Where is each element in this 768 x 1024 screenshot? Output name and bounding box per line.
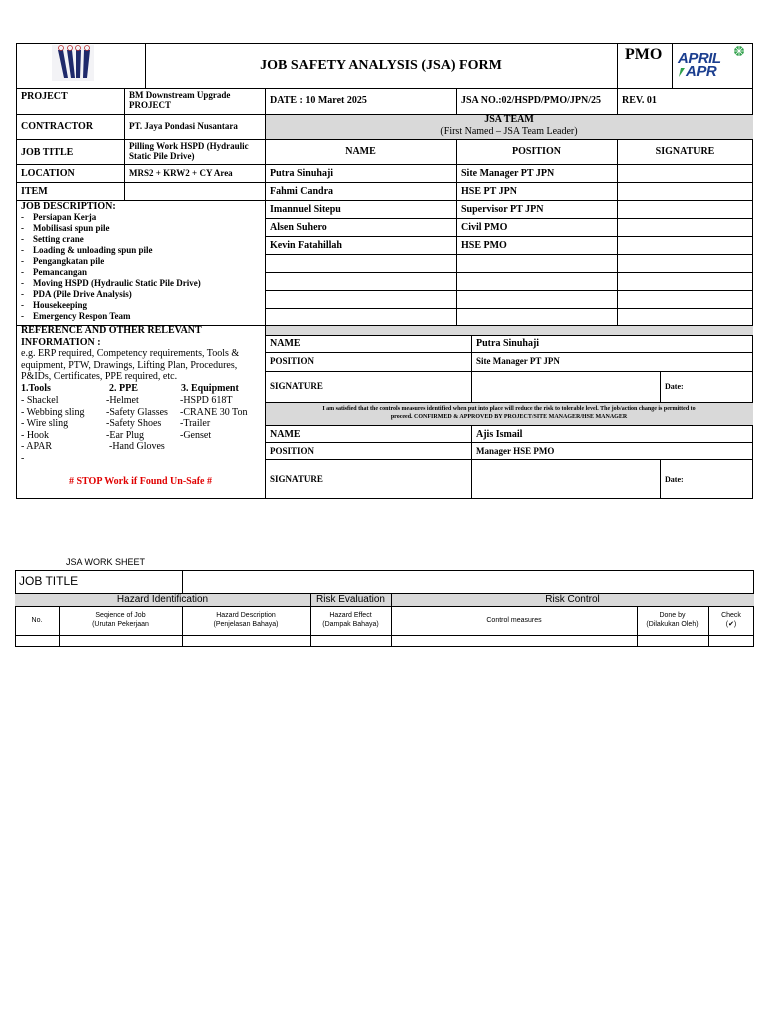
approval-date-label: Date: (665, 382, 684, 391)
approval-name-label: NAME (270, 338, 301, 349)
location-label: LOCATION (21, 168, 75, 179)
list-item: - Pengangkatan pile (21, 256, 105, 266)
list-item: -Safety Glasses (106, 406, 168, 418)
col-hazard-effect-line2: (Dampak Bahaya) (322, 621, 379, 628)
team-member-name: Kevin Fatahillah (270, 240, 342, 251)
list-item: - Setting crane (21, 234, 84, 244)
approval-separator-bg (265, 325, 753, 335)
signature-field[interactable] (472, 460, 659, 498)
team-member-position: Site Manager PT JPN (461, 168, 555, 179)
jsa-number: JSA NO.:02/HSPD/PMO/JPN/25 (461, 95, 601, 106)
col-done-by-line1: Done by (659, 612, 686, 619)
job-title-value-line2: Static Pile Drive) (129, 151, 195, 161)
stop-work-warning: # STOP Work if Found Un-Safe # (69, 476, 212, 487)
ppe-list (106, 395, 168, 453)
col-hazard-desc-line1: Hazard Description (216, 612, 276, 619)
jsa-team-title: JSA TEAM (484, 114, 534, 125)
worksheet-title: JSA WORK SHEET (66, 557, 146, 567)
job-description-list (21, 212, 201, 322)
approval-name-1: Putra Sinuhaji (476, 338, 540, 349)
list-item: - Loading & unloading spun pile (21, 245, 153, 255)
list-item: - Persiapan Kerja (21, 212, 97, 222)
tools-heading: 1.Tools (21, 383, 51, 394)
approval-date-label: Date: (665, 475, 684, 484)
list-item: - Hook (21, 429, 50, 441)
list-item: -Trailer (180, 418, 211, 429)
project-value-line2: PROJECT (129, 100, 172, 110)
april-logo-text: APRIL (678, 50, 721, 67)
equipment-heading: 3. Equipment (181, 383, 239, 394)
approval-name-2: Ajis Ismail (476, 429, 523, 440)
job-title-value-line1: Pilling Work HSPD (Hydraulic (129, 141, 249, 151)
list-item: - Housekeeping (21, 300, 88, 310)
approval-position-label: POSITION (270, 446, 315, 456)
col-check-line2: (✔) (725, 621, 737, 628)
list-item: - Wire sling (21, 418, 69, 429)
list-item: - Shackel (21, 395, 59, 406)
approval-position-1: Site Manager PT JPN (476, 356, 560, 366)
list-item: -Genset (180, 429, 212, 441)
list-item: - Mobilisasi spun pile (21, 223, 110, 233)
list-item: - PDA (Pile Drive Analysis) (21, 289, 132, 299)
table-row[interactable] (16, 636, 753, 646)
team-member-name: Putra Sinuhaji (270, 168, 334, 179)
list-item: -HSPD 618T (180, 395, 233, 406)
team-member-name: Imannuel Sitepu (270, 204, 341, 215)
approval-signature-label: SIGNATURE (270, 381, 323, 391)
list-item: - Webbing sling (21, 406, 85, 418)
team-member-name: Alsen Suhero (270, 222, 327, 233)
list-item: -Hand Gloves (109, 441, 165, 452)
approval-name-label: NAME (270, 429, 301, 440)
job-title-label: JOB TITLE (21, 147, 74, 158)
form-title: JOB SAFETY ANALYSIS (JSA) FORM (260, 58, 502, 73)
col-sequence-line1: Seqience of Job (95, 612, 146, 619)
team-member-position: Civil PMO (461, 222, 508, 233)
pmo-label: PMO (625, 46, 663, 63)
april-logo (676, 44, 748, 82)
risk-evaluation-header: Risk Evaluation (316, 594, 385, 605)
col-no: No. (31, 617, 43, 624)
jsa-team-subtitle: (First Named – JSA Team Leader) (440, 126, 578, 137)
col-check-line1: Check (721, 612, 741, 619)
tools-list (21, 395, 84, 464)
revision: REV. 01 (622, 95, 657, 106)
list-item: -Ear Plug (106, 429, 145, 441)
team-col-signature: SIGNATURE (655, 146, 715, 157)
col-control-measures: Control measures (486, 617, 542, 624)
col-hazard-effect-line1: Hazard Effect (329, 612, 372, 619)
apr-logo-text: APR (686, 63, 717, 80)
location-value: MRS2 + KRW2 + CY Area (129, 168, 233, 178)
approval-statement-line2: proceed. CONFIRMED & APPROVED BY PROJECT/SITE MANAGER/HSE MANAGER (390, 414, 628, 420)
worksheet-job-title-field[interactable] (184, 572, 752, 592)
list-item: - Emergency Respon Team (21, 311, 131, 321)
list-item: - Moving HSPD (Hydraulic Static Pile Drive) (21, 278, 201, 288)
project-value-line1: BM Downstream Upgrade (129, 90, 231, 100)
list-item: - Pemancangan (21, 267, 87, 277)
team-col-position: POSITION (512, 146, 561, 157)
hazard-identification-header: Hazard Identification (116, 594, 209, 605)
team-member-name: Fahmi Candra (270, 186, 334, 197)
approval-position-2: Manager HSE PMO (476, 446, 555, 456)
approval-signature-label: SIGNATURE (270, 474, 323, 484)
col-done-by-line2: (Dilakukan Oleh) (646, 621, 699, 628)
list-item: - APAR (21, 441, 53, 452)
equipment-list (180, 395, 247, 441)
job-description-label: JOB DESCRIPTION: (21, 201, 116, 212)
ppe-heading: 2. PPE (109, 383, 138, 394)
approval-statement-line1: I am satisfied that the controls measures identified when put into place will reduce the risk to tolerable level. The job/action change is permitted to (322, 406, 696, 412)
team-member-position: HSE PMO (461, 240, 507, 251)
col-sequence-line2: (Urutan Pekerjaan (92, 621, 149, 628)
list-item: -Helmet (106, 395, 139, 406)
risk-control-header: Risk Control (545, 594, 600, 605)
date-field: DATE : 10 Maret 2025 (270, 95, 367, 106)
approval-position-label: POSITION (270, 356, 315, 366)
team-member-position: Supervisor PT JPN (461, 204, 544, 215)
reference-label-line2: INFORMATION : (21, 337, 101, 348)
reference-text: e.g. ERP required, Competency requirements, Tools & equipment, PTW, Drawings, Lifting Plan, Procedures, P&IDs, Certificates, PPE required, etc. (21, 348, 240, 382)
team-col-name: NAME (345, 146, 376, 157)
col-hazard-desc-line2: (Penjelasan Bahaya) (213, 621, 279, 628)
worksheet-job-title-label: JOB TITLE (19, 574, 79, 588)
list-item: -Safety Shoes (106, 418, 162, 429)
signature-field[interactable] (472, 372, 659, 402)
item-label: ITEM (21, 186, 48, 197)
project-label: PROJECT (21, 91, 68, 102)
contractor-value: PT. Jaya Pondasi Nusantara (129, 121, 238, 131)
reference-label-line1: REFERENCE AND OTHER RELEVANT (21, 325, 202, 336)
contractor-label: CONTRACTOR (21, 121, 94, 132)
team-member-position: HSE PT JPN (461, 186, 517, 197)
list-item: -CRANE 30 Ton (180, 406, 248, 418)
list-item: - (21, 452, 25, 464)
company-logo (50, 44, 96, 82)
